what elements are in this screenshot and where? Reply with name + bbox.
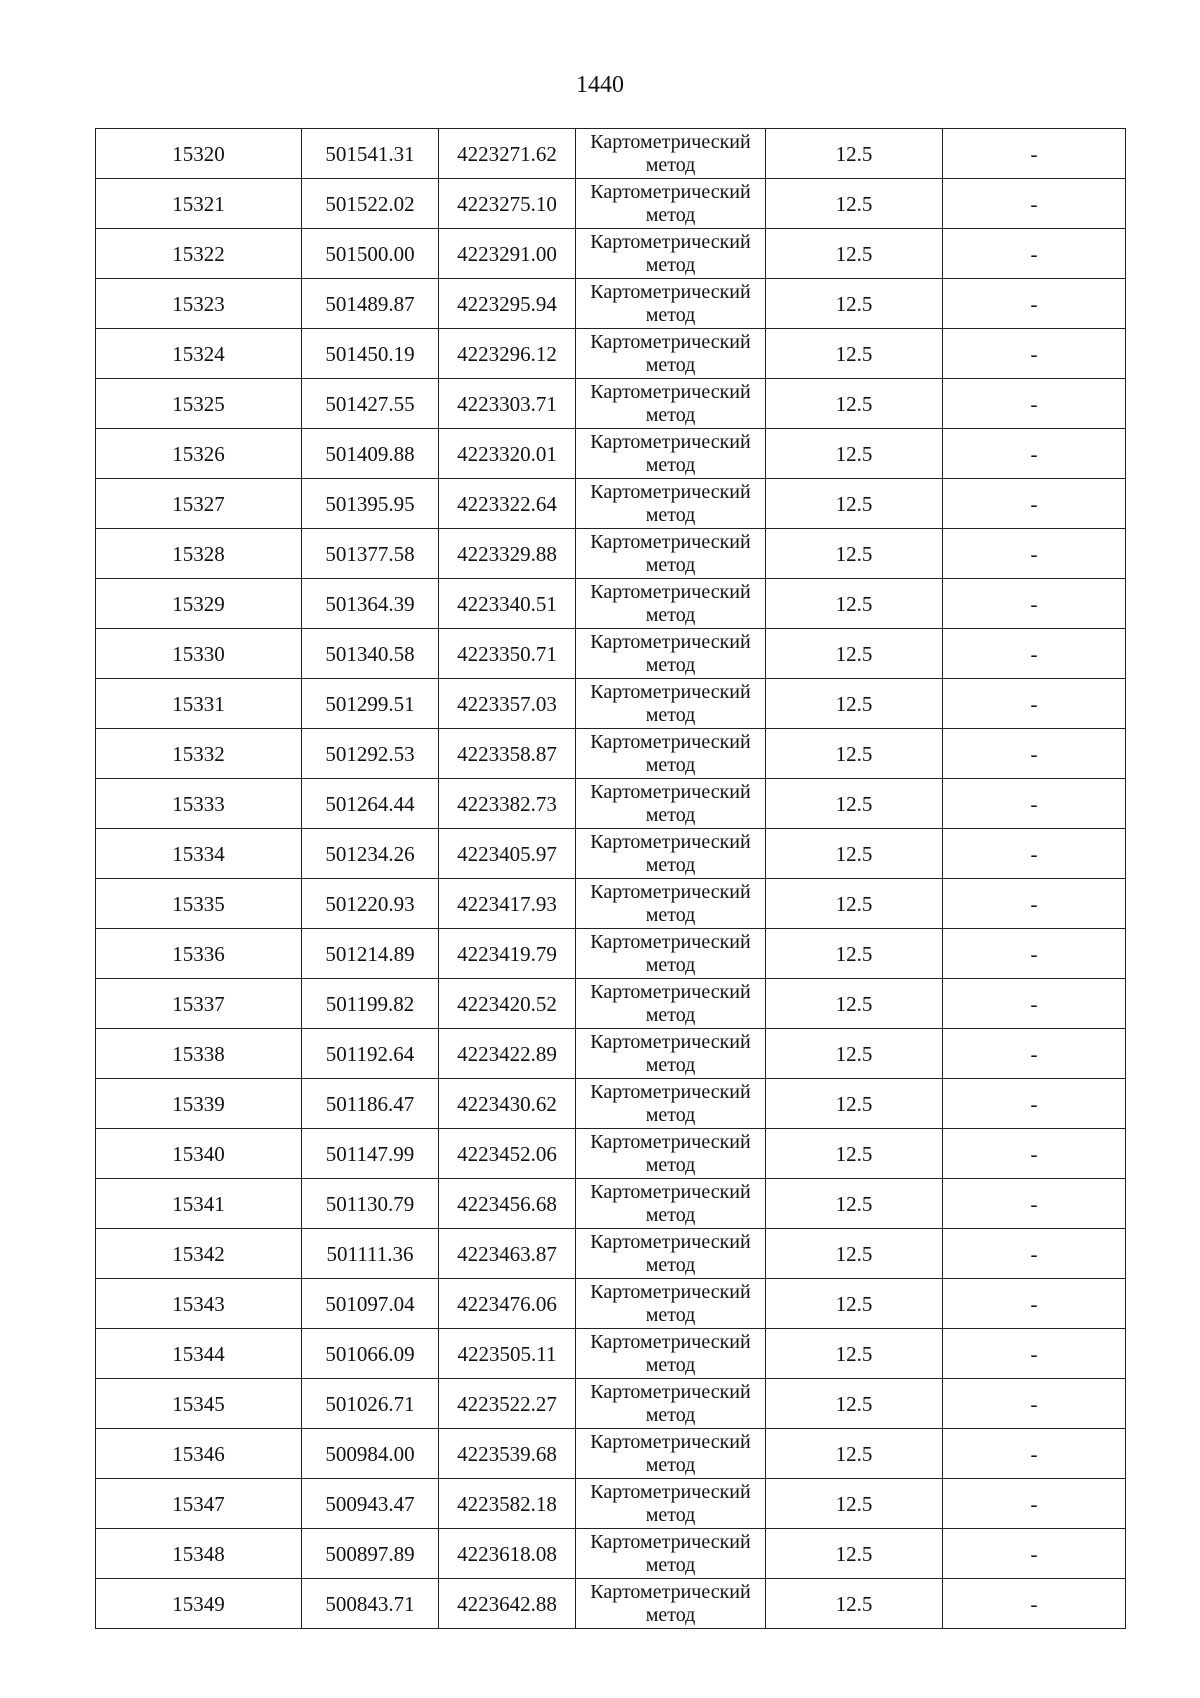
table-row [96,1029,1126,1079]
note-cell: - [943,1179,1126,1229]
table-row [96,729,1126,779]
accuracy-cell: 12.5 [766,1429,943,1479]
method-line-1: Картометрический [590,1530,751,1553]
x-coordinate-cell: 501427.55 [302,379,439,429]
y-coordinate-cell: 4223430.62 [439,1079,576,1129]
method-line-2: метод [645,903,696,926]
y-coordinate-cell: 4223357.03 [439,679,576,729]
accuracy-cell: 12.5 [766,1529,943,1579]
x-coordinate-cell: 501026.71 [302,1379,439,1429]
method-line-1: Картометрический [590,1180,751,1203]
accuracy-cell: 12.5 [766,929,943,979]
point-number-cell: 15324 [96,329,302,379]
point-number-cell: 15333 [96,779,302,829]
x-coordinate-cell: 501264.44 [302,779,439,829]
y-coordinate-cell: 4223350.71 [439,629,576,679]
method-line-2: метод [645,653,696,676]
x-coordinate-cell: 501377.58 [302,529,439,579]
y-coordinate-cell: 4223422.89 [439,1029,576,1079]
accuracy-cell: 12.5 [766,1029,943,1079]
method-line-1: Картометрический [590,530,751,553]
x-coordinate-cell: 501066.09 [302,1329,439,1379]
table-row [96,179,1126,229]
accuracy-cell: 12.5 [766,1279,943,1329]
point-number-cell: 15346 [96,1429,302,1479]
x-coordinate-cell: 501186.47 [302,1079,439,1129]
accuracy-cell: 12.5 [766,1229,943,1279]
note-cell: - [943,1229,1126,1279]
method-line-2: метод [645,453,696,476]
method-cell [576,679,766,729]
note-cell: - [943,179,1126,229]
note-cell: - [943,679,1126,729]
method-line-1: Картометрический [590,380,751,403]
y-coordinate-cell: 4223539.68 [439,1429,576,1479]
method-cell [576,529,766,579]
method-line-2: метод [645,803,696,826]
note-cell: - [943,129,1126,179]
point-number-cell: 15348 [96,1529,302,1579]
y-coordinate-cell: 4223405.97 [439,829,576,879]
x-coordinate-cell: 501111.36 [302,1229,439,1279]
x-coordinate-cell: 501192.64 [302,1029,439,1079]
method-line-2: метод [645,1603,696,1626]
point-number-cell: 15329 [96,579,302,629]
method-line-1: Картометрический [590,230,751,253]
table-row [96,679,1126,729]
accuracy-cell: 12.5 [766,379,943,429]
point-number-cell: 15339 [96,1079,302,1129]
point-number-cell: 15342 [96,1229,302,1279]
note-cell: - [943,1079,1126,1129]
point-number-cell: 15344 [96,1329,302,1379]
method-line-1: Картометрический [590,780,751,803]
x-coordinate-cell: 501450.19 [302,329,439,379]
accuracy-cell: 12.5 [766,1479,943,1529]
x-coordinate-cell: 501522.02 [302,179,439,229]
method-line-1: Картометрический [590,430,751,453]
method-line-2: метод [645,703,696,726]
method-line-1: Картометрический [590,130,751,153]
method-line-2: метод [645,553,696,576]
accuracy-cell: 12.5 [766,179,943,229]
method-cell [576,1479,766,1529]
table-row [96,1479,1126,1529]
method-cell [576,1229,766,1279]
table-row [96,1579,1126,1629]
table-row [96,1379,1126,1429]
method-cell [576,1279,766,1329]
y-coordinate-cell: 4223295.94 [439,279,576,329]
note-cell: - [943,829,1126,879]
method-line-1: Картометрический [590,930,751,953]
note-cell: - [943,1029,1126,1079]
table-row [96,979,1126,1029]
point-number-cell: 15334 [96,829,302,879]
point-number-cell: 15326 [96,429,302,479]
point-number-cell: 15337 [96,979,302,1029]
x-coordinate-cell: 500943.47 [302,1479,439,1529]
table-row [96,1529,1126,1579]
method-cell [576,879,766,929]
method-cell [576,429,766,479]
method-cell [576,1529,766,1579]
note-cell: - [943,1129,1126,1179]
method-cell [576,1079,766,1129]
y-coordinate-cell: 4223456.68 [439,1179,576,1229]
table-row [96,1129,1126,1179]
accuracy-cell: 12.5 [766,979,943,1029]
note-cell: - [943,1429,1126,1479]
method-line-2: метод [645,1253,696,1276]
method-line-2: метод [645,503,696,526]
point-number-cell: 15349 [96,1579,302,1629]
table-row [96,279,1126,329]
method-cell [576,1579,766,1629]
accuracy-cell: 12.5 [766,1079,943,1129]
note-cell: - [943,529,1126,579]
y-coordinate-cell: 4223582.18 [439,1479,576,1529]
method-line-2: метод [645,1553,696,1576]
point-number-cell: 15338 [96,1029,302,1079]
page-number: 1440 [576,72,624,98]
table-row [96,629,1126,679]
accuracy-cell: 12.5 [766,279,943,329]
coordinates-table-body [96,129,1126,1629]
method-line-2: метод [645,303,696,326]
point-number-cell: 15325 [96,379,302,429]
accuracy-cell: 12.5 [766,429,943,479]
table-row [96,1229,1126,1279]
y-coordinate-cell: 4223329.88 [439,529,576,579]
method-line-2: метод [645,753,696,776]
note-cell: - [943,279,1126,329]
method-line-1: Картометрический [590,830,751,853]
y-coordinate-cell: 4223452.06 [439,1129,576,1179]
table-row [96,1079,1126,1129]
method-line-1: Картометрический [590,180,751,203]
x-coordinate-cell: 501364.39 [302,579,439,629]
method-line-1: Картометрический [590,880,751,903]
table-row [96,829,1126,879]
note-cell: - [943,329,1126,379]
method-cell [576,579,766,629]
method-cell [576,779,766,829]
x-coordinate-cell: 501130.79 [302,1179,439,1229]
point-number-cell: 15347 [96,1479,302,1529]
table-row [96,779,1126,829]
y-coordinate-cell: 4223358.87 [439,729,576,779]
accuracy-cell: 12.5 [766,879,943,929]
point-number-cell: 15321 [96,179,302,229]
note-cell: - [943,379,1126,429]
method-line-1: Картометрический [590,1130,751,1153]
note-cell: - [943,779,1126,829]
method-line-2: метод [645,1453,696,1476]
method-line-1: Картометрический [590,330,751,353]
x-coordinate-cell: 501147.99 [302,1129,439,1179]
table-row [96,229,1126,279]
accuracy-cell: 12.5 [766,229,943,279]
accuracy-cell: 12.5 [766,729,943,779]
point-number-cell: 15343 [96,1279,302,1329]
method-line-2: метод [645,1503,696,1526]
y-coordinate-cell: 4223505.11 [439,1329,576,1379]
method-line-2: метод [645,403,696,426]
method-cell [576,129,766,179]
x-coordinate-cell: 501395.95 [302,479,439,529]
x-coordinate-cell: 501199.82 [302,979,439,1029]
point-number-cell: 15320 [96,129,302,179]
note-cell: - [943,629,1126,679]
y-coordinate-cell: 4223618.08 [439,1529,576,1579]
x-coordinate-cell: 501541.31 [302,129,439,179]
method-cell [576,829,766,879]
y-coordinate-cell: 4223420.52 [439,979,576,1029]
y-coordinate-cell: 4223463.87 [439,1229,576,1279]
y-coordinate-cell: 4223417.93 [439,879,576,929]
method-cell [576,379,766,429]
x-coordinate-cell: 501214.89 [302,929,439,979]
accuracy-cell: 12.5 [766,679,943,729]
table-row [96,929,1126,979]
method-cell [576,179,766,229]
note-cell: - [943,579,1126,629]
y-coordinate-cell: 4223296.12 [439,329,576,379]
method-cell [576,1329,766,1379]
note-cell: - [943,479,1126,529]
y-coordinate-cell: 4223291.00 [439,229,576,279]
method-line-2: метод [645,953,696,976]
note-cell: - [943,1529,1126,1579]
x-coordinate-cell: 500984.00 [302,1429,439,1479]
method-cell [576,629,766,679]
method-line-1: Картометрический [590,1080,751,1103]
method-cell [576,1429,766,1479]
accuracy-cell: 12.5 [766,629,943,679]
method-cell [576,1179,766,1229]
point-number-cell: 15332 [96,729,302,779]
point-number-cell: 15330 [96,629,302,679]
method-line-1: Картометрический [590,630,751,653]
method-line-1: Картометрический [590,1230,751,1253]
note-cell: - [943,1279,1126,1329]
method-line-2: метод [645,253,696,276]
method-cell [576,479,766,529]
table-row [96,129,1126,179]
table-row [96,1329,1126,1379]
method-line-2: метод [645,603,696,626]
accuracy-cell: 12.5 [766,329,943,379]
method-line-1: Картометрический [590,680,751,703]
note-cell: - [943,1579,1126,1629]
method-line-2: метод [645,1203,696,1226]
method-line-1: Картометрический [590,1380,751,1403]
note-cell: - [943,229,1126,279]
accuracy-cell: 12.5 [766,129,943,179]
method-line-1: Картометрический [590,580,751,603]
x-coordinate-cell: 501299.51 [302,679,439,729]
accuracy-cell: 12.5 [766,529,943,579]
table-row [96,329,1126,379]
table-row [96,1279,1126,1329]
point-number-cell: 15341 [96,1179,302,1229]
method-cell [576,729,766,779]
y-coordinate-cell: 4223275.10 [439,179,576,229]
x-coordinate-cell: 501234.26 [302,829,439,879]
x-coordinate-cell: 500843.71 [302,1579,439,1629]
point-number-cell: 15331 [96,679,302,729]
method-line-2: метод [645,153,696,176]
table-row [96,879,1126,929]
method-cell [576,229,766,279]
x-coordinate-cell: 501340.58 [302,629,439,679]
y-coordinate-cell: 4223303.71 [439,379,576,429]
x-coordinate-cell: 501097.04 [302,1279,439,1329]
point-number-cell: 15322 [96,229,302,279]
x-coordinate-cell: 501409.88 [302,429,439,479]
method-line-2: метод [645,1353,696,1376]
method-cell [576,329,766,379]
method-line-2: метод [645,1153,696,1176]
x-coordinate-cell: 501489.87 [302,279,439,329]
table-row [96,529,1126,579]
table-row [96,429,1126,479]
method-line-2: метод [645,853,696,876]
y-coordinate-cell: 4223322.64 [439,479,576,529]
accuracy-cell: 12.5 [766,579,943,629]
method-cell [576,979,766,1029]
table-row [96,479,1126,529]
x-coordinate-cell: 500897.89 [302,1529,439,1579]
method-line-1: Картометрический [590,980,751,1003]
accuracy-cell: 12.5 [766,1379,943,1429]
accuracy-cell: 12.5 [766,479,943,529]
point-number-cell: 15340 [96,1129,302,1179]
note-cell: - [943,729,1126,779]
method-line-2: метод [645,1403,696,1426]
table-row [96,1429,1126,1479]
method-line-2: метод [645,353,696,376]
y-coordinate-cell: 4223382.73 [439,779,576,829]
method-cell [576,929,766,979]
point-number-cell: 15328 [96,529,302,579]
accuracy-cell: 12.5 [766,1329,943,1379]
point-number-cell: 15335 [96,879,302,929]
method-line-1: Картометрический [590,1280,751,1303]
method-cell [576,279,766,329]
point-number-cell: 15323 [96,279,302,329]
point-number-cell: 15327 [96,479,302,529]
accuracy-cell: 12.5 [766,829,943,879]
table-row [96,1179,1126,1229]
table-row [96,379,1126,429]
y-coordinate-cell: 4223522.27 [439,1379,576,1429]
method-line-2: метод [645,1003,696,1026]
method-line-1: Картометрический [590,1480,751,1503]
note-cell: - [943,929,1126,979]
method-cell [576,1379,766,1429]
x-coordinate-cell: 501500.00 [302,229,439,279]
method-cell [576,1129,766,1179]
y-coordinate-cell: 4223271.62 [439,129,576,179]
y-coordinate-cell: 4223340.51 [439,579,576,629]
point-number-cell: 15336 [96,929,302,979]
note-cell: - [943,1379,1126,1429]
coordinates-table [95,128,1126,1629]
method-line-1: Картометрический [590,730,751,753]
method-line-1: Картометрический [590,280,751,303]
y-coordinate-cell: 4223419.79 [439,929,576,979]
method-line-2: метод [645,203,696,226]
method-line-2: метод [645,1053,696,1076]
method-cell [576,1029,766,1079]
method-line-1: Картометрический [590,1030,751,1053]
accuracy-cell: 12.5 [766,1179,943,1229]
method-line-2: метод [645,1103,696,1126]
accuracy-cell: 12.5 [766,779,943,829]
y-coordinate-cell: 4223642.88 [439,1579,576,1629]
accuracy-cell: 12.5 [766,1129,943,1179]
x-coordinate-cell: 501292.53 [302,729,439,779]
note-cell: - [943,429,1126,479]
method-line-1: Картометрический [590,1580,751,1603]
note-cell: - [943,879,1126,929]
point-number-cell: 15345 [96,1379,302,1429]
note-cell: - [943,1479,1126,1529]
y-coordinate-cell: 4223320.01 [439,429,576,479]
method-line-1: Картометрический [590,1330,751,1353]
method-line-1: Картометрический [590,1430,751,1453]
method-line-2: метод [645,1303,696,1326]
note-cell: - [943,979,1126,1029]
table-row [96,579,1126,629]
x-coordinate-cell: 501220.93 [302,879,439,929]
accuracy-cell: 12.5 [766,1579,943,1629]
method-line-1: Картометрический [590,480,751,503]
y-coordinate-cell: 4223476.06 [439,1279,576,1329]
note-cell: - [943,1329,1126,1379]
